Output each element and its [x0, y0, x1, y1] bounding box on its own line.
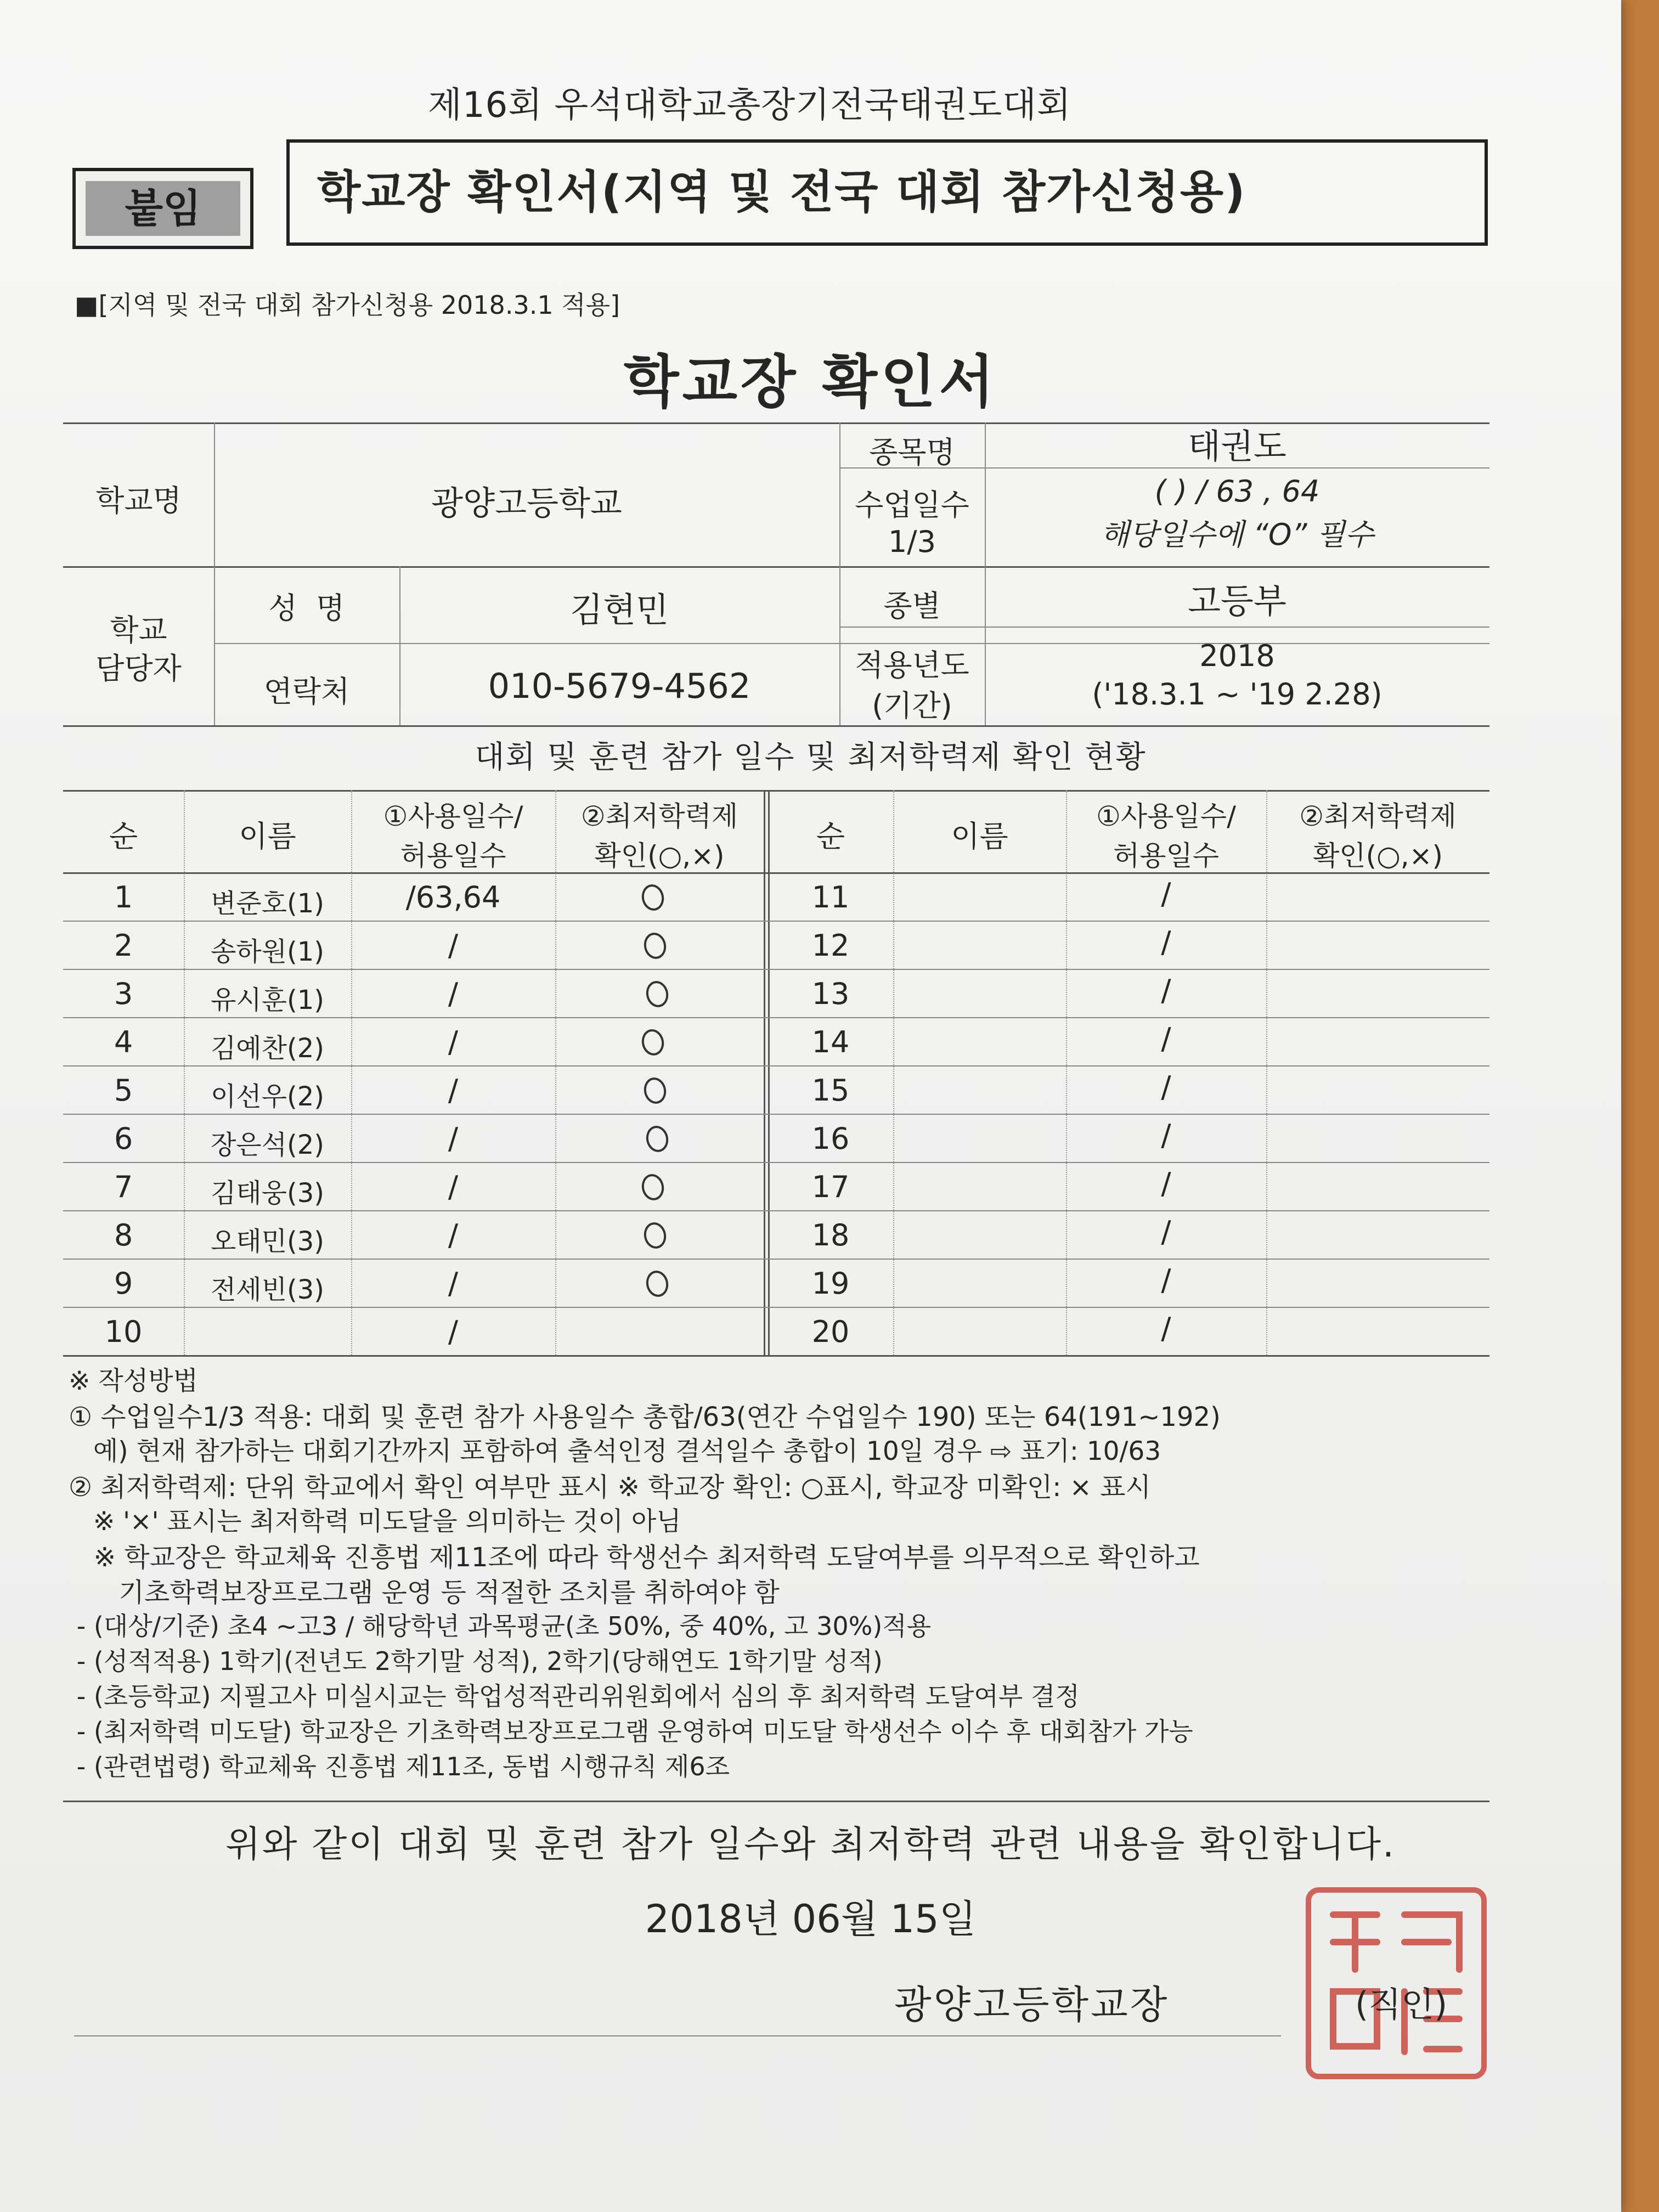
row-divider	[63, 969, 1489, 970]
row-no: 10	[104, 1314, 143, 1349]
row-no: 19	[811, 1266, 850, 1301]
applicability-note: ■[지역 및 전국 대회 참가신청용 2018.3.1 적용]	[75, 290, 620, 320]
header-min-right-2: 확인(○,×)	[1312, 840, 1443, 872]
remark-line: - (관련법령) 학교체육 진흥법 제11조, 동법 시행규칙 제6조	[69, 1752, 730, 1781]
row-divider	[63, 1114, 1489, 1115]
row-divider	[63, 1162, 1489, 1163]
row-name: 전세빈(3)	[210, 1274, 325, 1305]
row-no: 1	[114, 880, 133, 915]
header-days-left-2: 허용일수	[400, 840, 506, 872]
row-name: 장은석(2)	[210, 1130, 325, 1160]
column-divider	[893, 790, 895, 1355]
period: ('18.3.1 ~ '19 2.28)	[1092, 677, 1383, 712]
remark-line: - (대상/기준) 초4 ~고3 / 해당학년 과목평균(초 50%, 중 40%, 고 30%)적용	[69, 1611, 932, 1641]
class-days-note: 해당일수에 “O” 필수	[1101, 517, 1374, 552]
attachment-tag	[72, 168, 253, 249]
contact: 010-5679-4562	[488, 666, 751, 706]
header-min-left-2: 확인(○,×)	[594, 840, 725, 872]
row-no: 7	[114, 1170, 133, 1204]
row-name: 오태민(3)	[210, 1226, 325, 1257]
row-no: 11	[811, 880, 850, 915]
row-divider	[63, 1065, 1489, 1066]
header-days-right-1: ①사용일수/	[1096, 800, 1236, 832]
roster-title: 대회 및 훈련 참가 일수 및 최저학력제 확인 현황	[475, 740, 1147, 775]
row-no: 4	[114, 1025, 133, 1059]
remark-line: ※ 작성방법	[69, 1366, 198, 1396]
form-title-box	[286, 139, 1488, 246]
column-divider	[1266, 790, 1268, 1355]
row-check-mark	[641, 930, 668, 961]
row-no: 2	[114, 928, 133, 963]
header-days-left-1: ①사용일수/	[383, 800, 523, 832]
column-divider	[184, 790, 186, 1355]
row-days: /	[1161, 1022, 1171, 1056]
year-label-2: (기간)	[872, 689, 952, 723]
year-label-1: 적용년도	[855, 648, 969, 682]
row-days: /	[1161, 1118, 1171, 1153]
document-title: 학교장 확인서	[624, 348, 997, 415]
year: 2018	[1199, 639, 1275, 673]
column-divider	[1066, 790, 1068, 1355]
remark-line: - (최저학력 미도달) 학교장은 기초학력보장프로그램 운영하여 미도달 학생선수 이수 후 대회참가 가능	[69, 1717, 1193, 1746]
row-days: /	[448, 1266, 459, 1301]
row-name: 유시훈(1)	[210, 985, 325, 1015]
attachment-label: 붙임	[86, 181, 240, 236]
name-label: 성 명	[268, 591, 345, 625]
form-title: 학교장 확인서(지역 및 전국 대회 참가신청용)	[317, 166, 1246, 218]
row-no: 5	[114, 1073, 133, 1108]
row-no: 12	[811, 928, 850, 963]
row-no: 17	[811, 1170, 850, 1204]
row-check-mark	[639, 882, 666, 912]
row-days: /	[1161, 877, 1171, 911]
row-no: 3	[114, 977, 133, 1011]
header-name-left: 이름	[239, 819, 296, 854]
row-days: /	[1161, 1070, 1171, 1104]
row-days: /	[448, 1170, 459, 1204]
row-days: /	[448, 1121, 459, 1156]
header-name-right: 이름	[951, 819, 1008, 854]
row-days: /63,64	[405, 880, 501, 915]
row-name: 변준호(1)	[210, 888, 325, 919]
row-name: 김예찬(2)	[210, 1033, 325, 1064]
class-days-label-1: 수업일수	[855, 488, 969, 522]
row-days: /	[1161, 1311, 1171, 1346]
remark-line: 예) 현재 참가하는 대회기간까지 포함하여 출석인정 결석일수 총합이 10일 경우 ⇨ 표기: 10/63	[69, 1436, 1161, 1466]
row-days: /	[1161, 1215, 1171, 1249]
sport: 태권도	[1188, 426, 1286, 466]
contact-label: 연락처	[263, 674, 350, 709]
manager-label-1: 학교	[110, 613, 167, 647]
row-no: 6	[114, 1121, 133, 1156]
row-no: 13	[811, 977, 850, 1011]
row-no: 18	[811, 1218, 850, 1252]
class-days-label-2: 1/3	[888, 524, 936, 559]
row-check-mark	[639, 1172, 666, 1202]
row-no: 16	[811, 1121, 850, 1156]
remark-line: - (초등학교) 지필고사 미실시교는 학업성적관리위원회에서 심의 후 최저학력 도달여부 결정	[69, 1681, 1080, 1711]
header-days-right-2: 허용일수	[1113, 840, 1220, 872]
row-days: /	[448, 977, 459, 1011]
row-no: 20	[811, 1314, 850, 1349]
row-no: 8	[114, 1218, 133, 1252]
row-days: /	[448, 1073, 459, 1108]
header-min-right-1: ②최저학력제	[1299, 800, 1457, 832]
school-name: 광양고등학교	[431, 484, 622, 523]
row-divider	[63, 1259, 1489, 1260]
row-days: /	[1161, 973, 1171, 1008]
row-no: 15	[811, 1073, 850, 1108]
row-name: 김태웅(3)	[210, 1178, 325, 1209]
row-check-mark	[641, 1220, 668, 1250]
row-days: /	[448, 1218, 459, 1252]
row-divider	[63, 1307, 1489, 1308]
division: 고등부	[1188, 581, 1286, 621]
contest-title: 제16회 우석대학교총장기전국태권도대회	[428, 85, 1071, 126]
row-days: /	[448, 928, 459, 963]
sport-label: 종목명	[869, 435, 955, 470]
remark-line: - (성적적용) 1학기(전년도 2학기말 성적), 2학기(당해연도 1학기말 성적)	[69, 1646, 883, 1676]
school-name-label: 학교명	[95, 483, 182, 518]
remark-line: ① 수업일수1/3 적용: 대회 및 훈련 참가 사용일수 총합/63(연간 수업일수 190) 또는 64(191~192)	[69, 1402, 1221, 1432]
row-check-mark	[639, 1027, 666, 1057]
row-no: 14	[811, 1025, 850, 1059]
column-divider	[555, 790, 557, 1355]
principal-title: 광양고등학교장	[894, 1982, 1170, 2027]
row-name: 송하원(1)	[210, 936, 325, 967]
row-days: /	[1161, 925, 1171, 960]
header-min-left-1: ②최저학력제	[580, 800, 738, 832]
row-check-mark	[644, 1124, 670, 1154]
remark-line: 기초학력보장프로그램 운영 등 적절한 조치를 취하여야 함	[69, 1577, 780, 1608]
remark-line: ※ 학교장은 학교체육 진흥법 제11조에 따라 학생선수 최저학력 도달여부를 의무적으로 확인하고	[69, 1542, 1200, 1573]
row-no: 9	[114, 1266, 133, 1301]
row-check-mark	[644, 979, 670, 1009]
row-days: /	[448, 1314, 459, 1349]
row-days: /	[1161, 1263, 1171, 1297]
header-no-right: 순	[816, 819, 845, 854]
row-check-mark	[644, 1268, 670, 1299]
remark-line: ② 최저학력제: 단위 학교에서 확인 여부만 표시 ※ 학교장 확인: ○표시, 학교장 미확인: × 표시	[69, 1472, 1151, 1503]
column-divider	[351, 790, 353, 1355]
row-divider	[63, 1017, 1489, 1018]
confirmation-statement: 위와 같이 대회 및 훈련 참가 일수와 최저학력 관련 내용을 확인합니다.	[225, 1823, 1396, 1865]
issue-date: 2018년 06월 15일	[645, 1897, 977, 1942]
seal-label: (직인)	[1355, 1984, 1448, 2024]
division-label: 종별	[883, 589, 941, 623]
row-check-mark	[641, 1075, 668, 1105]
header-no-left: 순	[109, 819, 138, 854]
row-divider	[63, 921, 1489, 922]
remark-line: ※ '×' 표시는 최저학력 미도달을 의미하는 것이 아님	[69, 1506, 681, 1537]
class-days-value: ( ) / 63 , 64	[1154, 474, 1320, 509]
row-days: /	[448, 1025, 459, 1059]
row-days: /	[1161, 1166, 1171, 1201]
row-divider	[63, 1210, 1489, 1211]
manager-name: 김현민	[570, 590, 669, 630]
row-name: 이선우(2)	[210, 1081, 325, 1112]
manager-label-2: 담당자	[95, 651, 182, 686]
